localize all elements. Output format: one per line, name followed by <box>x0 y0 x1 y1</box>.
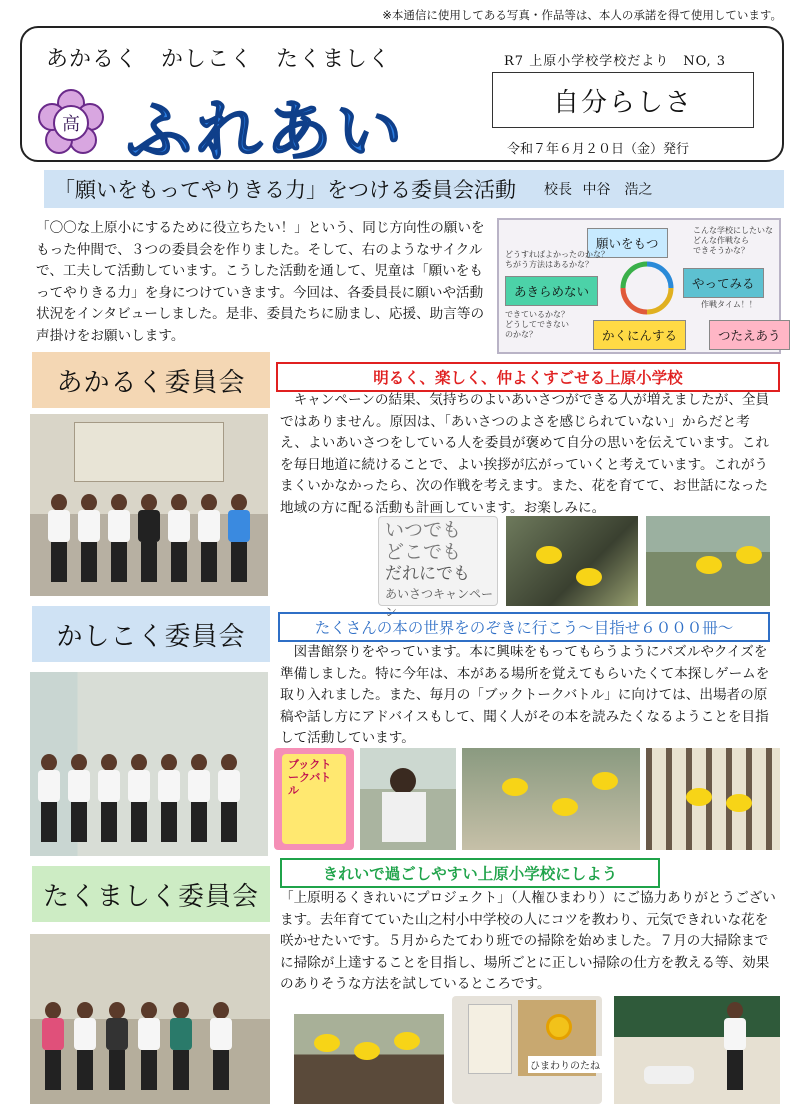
cycle-note-reflect: どうすればよかったのかな？ ちがう方法はあるかな？ <box>505 250 609 269</box>
book-talk-poster-photo <box>274 748 354 850</box>
school-motto: あかるく かしこく たくましく <box>46 47 392 72</box>
poster-line-1: いつでも <box>385 519 462 541</box>
committee-label-akaruku: あかるく委員会 <box>32 352 270 408</box>
committee-text-takumashiku: 「上原明るくきれいにプロジェクト」（人権ひまわり）にご協力ありがとうございます。去年育てていた山之村小中学校の人にコツを教わり、元気できれいな花を咲かせたいです。５月からたてわり班での掃除を始めました。７月の大掃除までに掃除が上達することを目指し、場所ごとに正しい掃除の仕方を教える等、効果のありそうな方法を試しているところです。 <box>280 890 776 992</box>
principal-intro-text: 「〇〇な上原小にするために役立ちたい！」という、同じ方向性の願いをもった仲間で、３つの委員会を作りました。そして、右のようなサイクルで、工夫して活動しています。こうした活動を通して、児童は「願いをもってやりきる力」を身につけていきます。今回は、各委員長に願いや活動状況をインタビューしました。是非、委員たちに励まし、応援、助言等の声掛けをお願いします。 <box>36 220 485 344</box>
library-shelves-photo <box>646 748 780 850</box>
principal-heading <box>44 170 784 208</box>
seed-label: ひまわりのたね <box>528 1056 602 1073</box>
poster-line-2: どこでも <box>385 541 462 563</box>
committee-slogan-takumashiku: きれいで過ごしやすい上原小学校にしよう <box>280 858 660 888</box>
aisatsu-poster-photo <box>378 516 498 619</box>
poster-line-4: あいさつキャンペーン <box>385 587 494 619</box>
poster-line-3: だれにでも <box>385 564 470 584</box>
publish-date: 令和７年６月２０日（金）発行 <box>507 142 690 157</box>
committee-text-kashikoku: 図書館祭りをやっています。本に興味をもってもらうようにパズルやクイズを準備しました。特に今年は、本がある場所を覚えてもらいたくて本探しゲームを取り入れました。また、毎月の「ブックトークバトル」に向けては、出場者の原稿や話し方にアドバイスもして、聞く人がその本を読みたくなるようことを目指して活動しています。 <box>280 644 770 746</box>
principal-name: 校長 中谷 浩之 <box>544 182 653 198</box>
committee-label-takumashiku: たくましく委員会 <box>32 866 270 922</box>
principal-article-title: 「願いをもってやりきる力」をつける委員会活動 <box>54 178 516 202</box>
cycle-step-wish: 願いをもつ <box>587 228 668 258</box>
newsletter-title: ふれあい <box>126 92 406 170</box>
kashikoku-group-photo <box>30 672 268 856</box>
akaruku-group-photo <box>30 414 268 596</box>
committee-label-kashikoku: かしこく委員会 <box>32 606 270 662</box>
book-talk-poster-text: ブックトークバトル <box>288 758 332 797</box>
activity-cycle-diagram <box>497 218 781 354</box>
issue-theme: 自分らしさ <box>492 72 754 128</box>
issue-number: R7 上原小学校学校だより NO, 3 <box>504 54 726 69</box>
sunflower-seed-photo <box>452 996 602 1104</box>
photo-consent-notice: ※本通信に使用してある写真・作品等は、本人の承諾を得て使用しています。 <box>382 8 782 22</box>
cycle-step-check: かくにんする <box>593 320 686 350</box>
cycle-note-check: できているかな？ どうしてできない のかな？ <box>505 310 569 339</box>
cycle-step-try: やってみる <box>683 268 764 298</box>
greeting-children-photo <box>506 516 638 606</box>
cycle-note-strategy: 作戦タイム！！ <box>701 300 757 309</box>
cycle-step-share: つたえあう <box>709 320 790 350</box>
cycle-step-persist: あきらめない <box>505 276 598 306</box>
committee-text-akaruku: キャンペーンの結果、気持ちのよいあいさつができる人が増えましたが、全員ではありません。原因は、「あいさつのよさを感じられていない」からだと考え、よいあいさつをしている人を委員が褒めて自分の思いを伝えています。これを毎日地道に続けることで、よい挨拶が広がっていくと考えています。これがうまくいかなかったら、次の作戦を考えます。また、花を育てて、お世話になった地域の方に配る活動も計画しています。お楽しみに。 <box>280 392 770 516</box>
cycle-arrows-icon <box>617 258 677 318</box>
school-emblem-icon <box>38 90 104 156</box>
library-boy-photo <box>360 748 456 850</box>
flower-planting-photo <box>294 1014 444 1104</box>
svg-text:高: 高 <box>62 114 80 135</box>
cycle-note-plan: こんな学校にしたいな どんな作戦なら できそうかな？ <box>693 226 773 255</box>
takumashiku-group-photo <box>30 934 270 1104</box>
book-search-game-photo <box>462 748 640 850</box>
outdoor-greeting-photo <box>646 516 770 606</box>
committee-slogan-akaruku: 明るく、楽しく、仲よくすごせる上原小学校 <box>276 362 780 392</box>
newsletter-header <box>20 26 784 170</box>
cleaning-photo <box>614 996 780 1104</box>
committee-slogan-kashikoku: たくさんの本の世界をのぞきに行こう～目指せ６０００冊～ <box>278 612 770 642</box>
